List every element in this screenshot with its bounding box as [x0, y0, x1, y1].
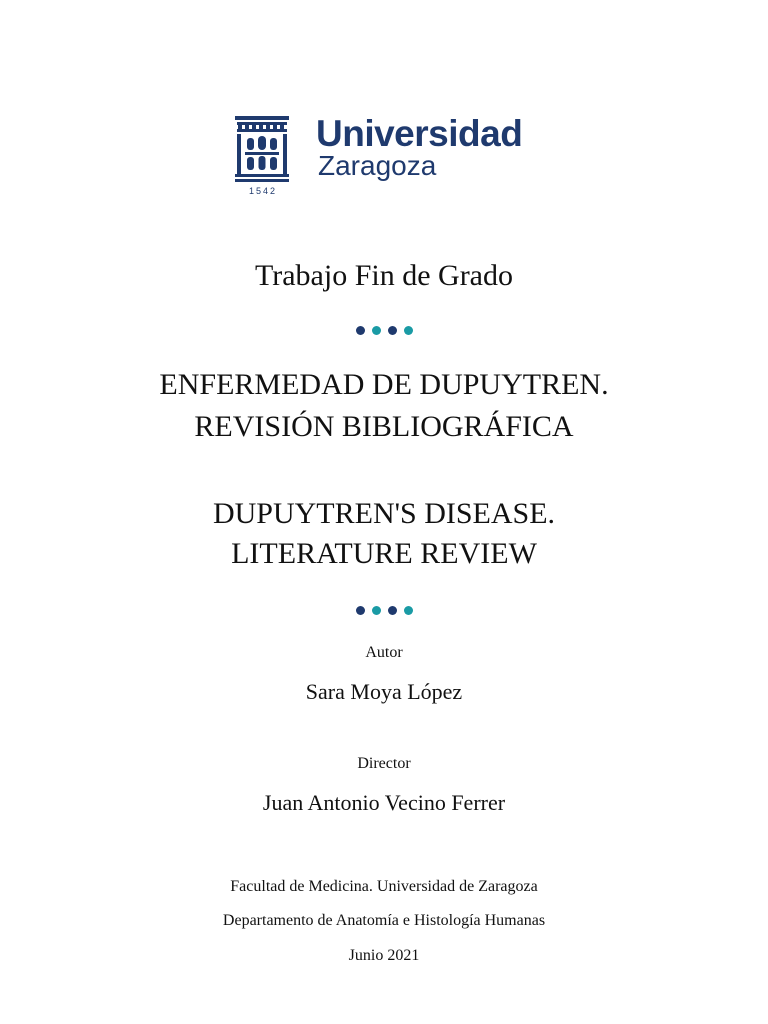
author-label: Autor: [365, 644, 403, 661]
university-logo: [233, 112, 533, 202]
logo-founding-year: 1542: [248, 186, 278, 196]
separator-dot: [372, 606, 381, 615]
title-spanish-line-1: ENFERMEDAD DE DUPUYTREN.: [159, 368, 609, 401]
department-line: Departamento de Anatomía e Histología Humanas: [222, 912, 546, 929]
logo-wordmark-zaragoza: Zaragoza: [318, 150, 437, 181]
separator-dots-bottom: [0, 606, 768, 618]
author-name: Sara Moya López: [305, 679, 463, 704]
document-type: Trabajo Fin de Grado: [254, 259, 514, 292]
title-english-line-1: DUPUYTREN'S DISEASE.: [212, 497, 556, 530]
separator-dot: [372, 326, 381, 335]
faculty-line: Facultad de Medicina. Universidad de Zaragoza: [230, 878, 538, 895]
separator-dot: [404, 326, 413, 335]
title-spanish-line-2: REVISIÓN BIBLIOGRÁFICA: [194, 410, 574, 443]
title-english-line-2: LITERATURE REVIEW: [231, 537, 537, 570]
separator-dot: [388, 326, 397, 335]
separator-dot: [356, 606, 365, 615]
separator-dot: [404, 606, 413, 615]
director-label: Director: [357, 755, 411, 772]
separator-dots-top: [0, 326, 768, 338]
date-line: Junio 2021: [348, 947, 420, 964]
director-name: Juan Antonio Vecino Ferrer: [262, 790, 506, 815]
separator-dot: [388, 606, 397, 615]
logo-wordmark-universidad: Universidad: [316, 113, 523, 154]
separator-dot: [356, 326, 365, 335]
